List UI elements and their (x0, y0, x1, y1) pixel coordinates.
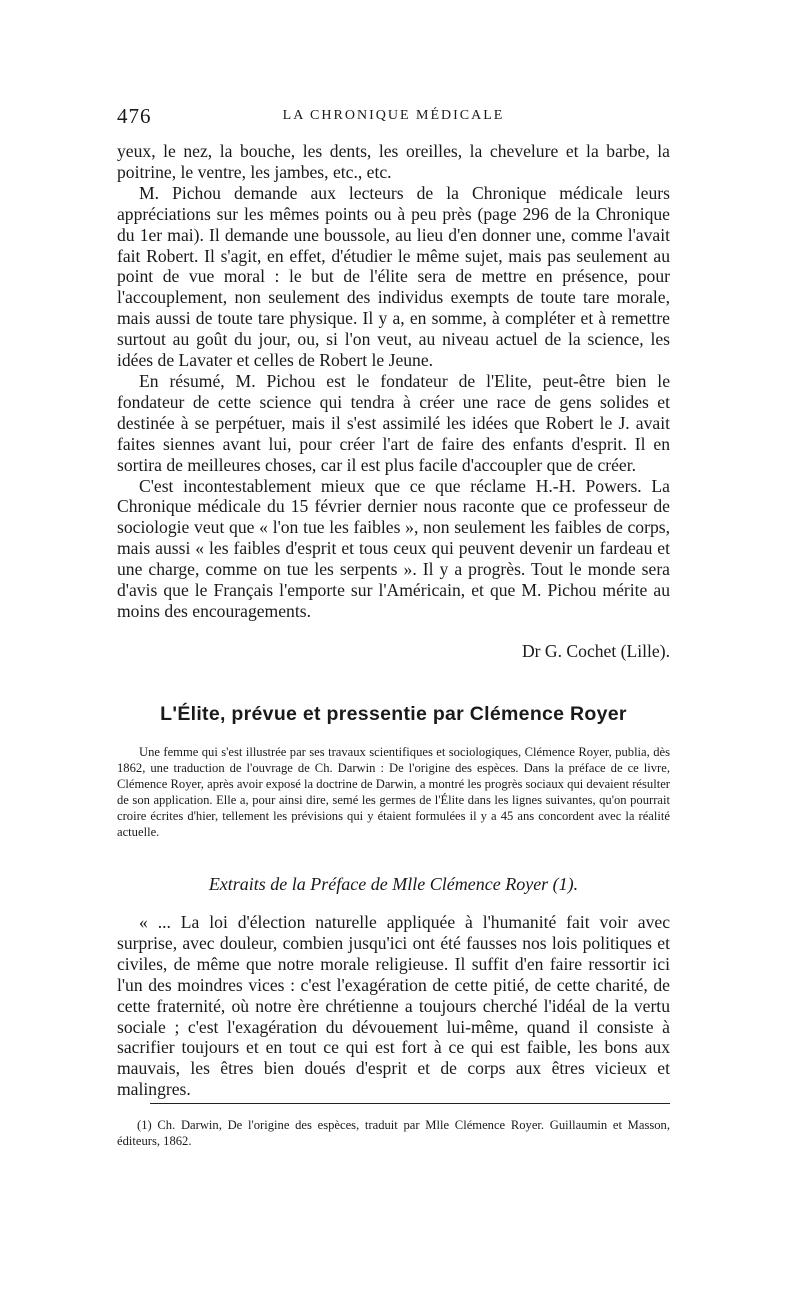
intro-paragraph: Une femme qui s'est illustrée par ses travaux scientifiques et sociologiques, Clémence Royer, publia, dès 1862, une traduction de l'ouvrage de Ch. Darwin : De l'origine des espèces. Dans la préface de ce livre, Clémence Royer, après avoir exposé la doctrine de Darwin, a montré les progrès sociaux qui devaient résulter de son application. Elle a, pour ainsi dire, semé les germes de l'Élite dans les lignes suivantes, qu'on pourrait croire écrites d'hier, tellement les prévisions qui y étaient formulées il y a 45 ans concordent avec la réalité actuelle. (117, 745, 670, 839)
article-body (117, 141, 670, 622)
footnote-divider (150, 1103, 670, 1104)
paragraph: M. Pichou demande aux lecteurs de la Chronique médicale leurs appréciations sur les mêmes points ou à peu près (page 296 de la Chronique du 1er mai). Il demande une boussole, au lieu d'en donner une, comme l'avait fait Robert. Il s'agit, en effet, d'étudier le même sujet, mais pas seulement au point de vue moral : le but de l'élite sera de mettre en présence, pour l'accouplement, non seulement des individus exempts de toute tare morale, mais aussi de toute tare physique. Il y a, en somme, à compléter et à remettre surtout au goût du jour, ou, si l'on veut, au niveau actuel de la science, les idées de Lavater et celles de Robert le Jeune. (117, 182, 670, 371)
author-signature: Dr G. Cochet (Lille). (521, 641, 670, 661)
page-number: 476 (117, 104, 152, 128)
running-title: LA CHRONIQUE MÉDICALE (282, 108, 505, 123)
paragraph: C'est incontestablement mieux que ce que réclame H.-H. Powers. La Chronique médicale du 15 février dernier nous raconte que ce professeur de sociologie veut que « l'on tue les faibles », non seulement les faibles de corps, mais aussi « les faibles d'esprit et tous ceux qui peuvent devenir un fardeau et une charge, comme on tue les serpents ». Il y a progrès. Tout le monde sera d'avis que le Français l'emporte sur l'Américain, et que M. Pichou mérite au moins des encouragements. (117, 475, 670, 621)
paragraph: En résumé, M. Pichou est le fondateur de l'Elite, peut-être bien le fondateur de cette science qui tendra à créer une race de gens solides et destinée à se perpétuer, mais il s'est assimilé les idées que Robert le J. avait faites siennes avant lui, pour créer l'art de faire des enfants d'esprit. Il en sortira de meilleures choses, car il est plus facile d'accoupler que de créer. (117, 370, 670, 475)
page-header (117, 104, 670, 130)
section-intro (117, 745, 670, 840)
footnote (117, 1117, 670, 1149)
paragraph: yeux, le nez, la bouche, les dents, les oreilles, la chevelure et la barbe, la poitrine, le ventre, les jambes, etc., etc. (117, 141, 670, 182)
section-subtitle: Extraits de la Préface de Mlle Clémence Royer (1). (208, 874, 579, 894)
quote-body (117, 912, 670, 1100)
footnote-text: (1) Ch. Darwin, De l'origine des espèces, traduit par Mlle Clémence Royer. Guillaumin et Masson, éditeurs, 1862. (117, 1118, 670, 1148)
section-title: L'Élite, prévue et pressentie par Clémence Royer (160, 703, 627, 725)
quote-paragraph: « ... La loi d'élection naturelle appliquée à l'humanité fait voir avec surprise, avec douleur, combien jusqu'ici ont été fausses nos lois politiques et civiles, de même que notre morale religieuse. Il suffit d'en faire ressortir ici l'un des moindres vices : c'est l'exagération de cette pitié, de cette charité, de cette fraternité, où notre ère chrétienne a toujours cherché l'idéal de la vertu sociale ; c'est l'exagération du dévouement lui-même, quand il consiste à sacrifier toujours et en tout ce qui est fort à ce qui est faible, les bons aux mauvais, les êtres bien doués d'esprit et de corps aux êtres vicieux et malingres. (117, 912, 670, 1100)
